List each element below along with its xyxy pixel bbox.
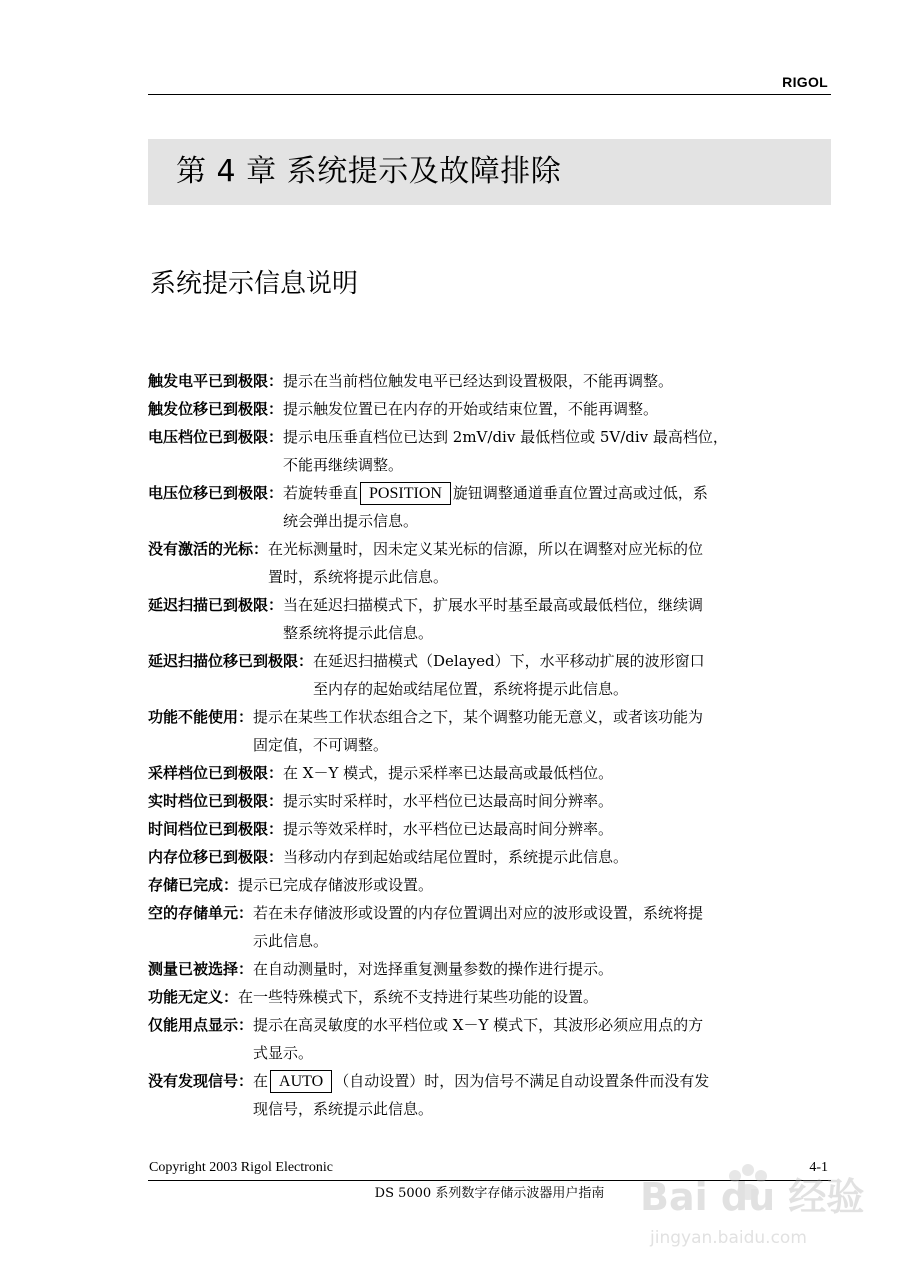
- message-term: 测量已被选择：: [148, 960, 254, 978]
- message-line: [148, 1067, 831, 1095]
- message-description: 在一些特殊模式下，系统不支持进行某些功能的设置。: [238, 988, 599, 1006]
- message-line: [148, 479, 831, 507]
- message-line: [148, 983, 831, 1011]
- front-panel-key-label: POSITION: [360, 482, 451, 505]
- description-text: （自动设置）时，因为信号不满足自动设置条件而没有发: [334, 1072, 710, 1090]
- message-continuation-line: 式显示。: [253, 1044, 314, 1062]
- message-continuation-line: 整系统将提示此信息。: [283, 624, 434, 642]
- message-description: 在 X－Y 模式，提示采样率已达最高或最低档位。: [283, 764, 614, 782]
- message-entry: [148, 899, 831, 955]
- message-line: [148, 955, 831, 983]
- message-description: 若在未存储波形或设置的内存位置调出对应的波形或设置，系统将提: [253, 904, 704, 922]
- message-description: 当在延迟扫描模式下，扩展水平时基至最高或最低档位，继续调: [283, 596, 704, 614]
- chapter-title: 第 4 章 系统提示及故障排除: [176, 154, 562, 189]
- message-description: 提示实时采样时，水平档位已达最高时间分辨率。: [283, 792, 614, 810]
- message-description: 提示已完成存储波形或设置。: [238, 876, 434, 894]
- message-description: [253, 1067, 709, 1095]
- message-continuation-line: 置时，系统将提示此信息。: [268, 568, 449, 586]
- baidu-jingyan-watermark: [640, 1158, 900, 1268]
- message-entry: [148, 983, 831, 1011]
- message-term: 功能无定义：: [148, 988, 239, 1006]
- message-entry: [148, 647, 831, 703]
- message-term: 没有激活的光标：: [148, 540, 269, 558]
- header-rule: [148, 94, 831, 95]
- message-description: [283, 479, 708, 507]
- message-continuation-line: 至内存的起始或结尾位置，系统将提示此信息。: [313, 680, 629, 698]
- front-panel-key-label: AUTO: [270, 1070, 332, 1093]
- footer-page-number: 4-1: [809, 1160, 828, 1175]
- header-brand: RIGOL: [782, 74, 828, 90]
- message-description: 当移动内存到起始或结尾位置时，系统提示此信息。: [283, 848, 629, 866]
- message-entry: [148, 787, 831, 815]
- message-term: 电压位移已到极限：: [148, 484, 284, 502]
- footer-copyright: Copyright 2003 Rigol Electronic: [149, 1160, 333, 1175]
- message-continuation-line: 示此信息。: [253, 932, 329, 950]
- message-line: [148, 759, 831, 787]
- message-description: 在光标测量时，因未定义某光标的信源，所以在调整对应光标的位: [268, 540, 704, 558]
- message-term: 空的存储单元：: [148, 904, 254, 922]
- message-description: 在自动测量时，对选择重复测量参数的操作进行提示。: [253, 960, 614, 978]
- message-description: 提示在某些工作状态组合之下，某个调整功能无意义，或者该功能为: [253, 708, 704, 726]
- section-title: 系统提示信息说明: [150, 269, 359, 299]
- message-line: [148, 815, 831, 843]
- message-term: 触发位移已到极限：: [148, 400, 284, 418]
- watermark-logo: Bai du 经验: [640, 1175, 865, 1219]
- message-description: 提示等效采样时，水平档位已达最高时间分辨率。: [283, 820, 614, 838]
- message-entry: [148, 843, 831, 871]
- message-entry: [148, 591, 831, 647]
- message-term: 存储已完成：: [148, 876, 239, 894]
- message-entry: [148, 423, 831, 479]
- message-line: [148, 395, 831, 423]
- message-term: 功能不能使用：: [148, 708, 254, 726]
- message-term: 时间档位已到极限：: [148, 820, 284, 838]
- message-term: 电压档位已到极限：: [148, 428, 284, 446]
- message-continuation-line: 不能再继续调整。: [283, 456, 404, 474]
- message-continuation-line: 固定值，不可调整。: [253, 736, 389, 754]
- message-line: [148, 535, 831, 563]
- message-line: [148, 1011, 831, 1039]
- message-term: 延迟扫描位移已到极限：: [148, 652, 314, 670]
- message-line: [148, 703, 831, 731]
- message-description: 提示电压垂直档位已达到 2mV/div 最低档位或 5V/div 最高档位，: [283, 428, 728, 446]
- message-line: [148, 899, 831, 927]
- message-term: 触发电平已到极限：: [148, 372, 284, 390]
- message-description: 提示在高灵敏度的水平档位或 X－Y 模式下，其波形必须应用点的方: [253, 1016, 704, 1034]
- message-entry: [148, 367, 831, 395]
- message-term: 内存位移已到极限：: [148, 848, 284, 866]
- message-line: [148, 423, 831, 451]
- description-text: 旋钮调整通道垂直位置过高或过低，系: [452, 484, 708, 502]
- message-entry: [148, 535, 831, 591]
- message-line: [148, 787, 831, 815]
- message-entry: [148, 479, 831, 535]
- message-entry: [148, 703, 831, 759]
- message-description: 提示在当前档位触发电平已经达到设置极限，不能再调整。: [283, 372, 674, 390]
- message-entry: [148, 815, 831, 843]
- message-term: 仅能用点显示：: [148, 1016, 254, 1034]
- message-term: 没有发现信号：: [148, 1072, 254, 1090]
- description-text: 在: [253, 1072, 269, 1090]
- watermark-url: jingyan.baidu.com: [650, 1228, 807, 1248]
- message-entry: [148, 1011, 831, 1067]
- message-term: 延迟扫描已到极限：: [148, 596, 284, 614]
- message-description: 提示触发位置已在内存的开始或结束位置，不能再调整。: [283, 400, 659, 418]
- message-term: 实时档位已到极限：: [148, 792, 284, 810]
- message-entry: [148, 759, 831, 787]
- message-entry: [148, 395, 831, 423]
- message-line: [148, 367, 831, 395]
- message-continuation-line: 统会弹出提示信息。: [283, 512, 419, 530]
- message-entry: [148, 871, 831, 899]
- message-line: [148, 647, 831, 675]
- message-continuation-line: 现信号，系统提示此信息。: [253, 1100, 434, 1118]
- message-entry: [148, 955, 831, 983]
- message-line: [148, 871, 831, 899]
- message-description: 在延迟扫描模式（Delayed）下，水平移动扩展的波形窗口: [313, 652, 705, 670]
- message-term: 采样档位已到极限：: [148, 764, 284, 782]
- footer-document-title: DS 5000 系列数字存储示波器用户指南: [374, 1186, 605, 1201]
- message-line: [148, 591, 831, 619]
- message-entry: [148, 1067, 831, 1123]
- description-text: 若旋转垂直: [283, 484, 359, 502]
- message-line: [148, 843, 831, 871]
